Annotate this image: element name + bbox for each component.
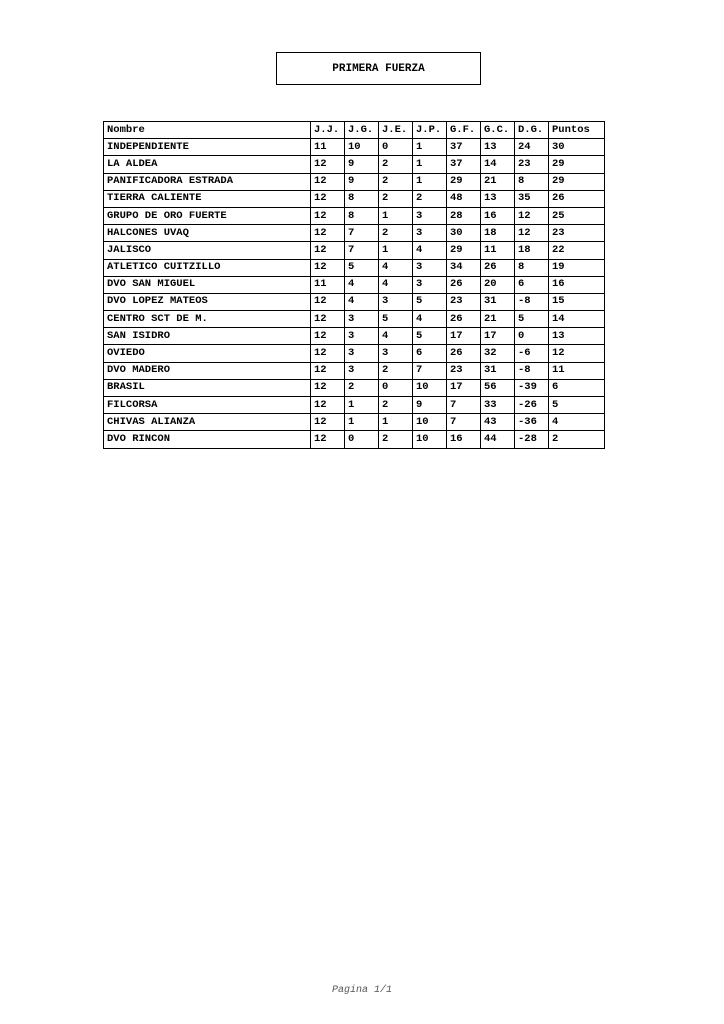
table-row: [104, 276, 605, 293]
cell-gc: 33: [481, 397, 515, 414]
cell-jg: 10: [345, 139, 379, 156]
cell-nombre: ATLETICO CUITZILLO: [104, 259, 311, 276]
cell-gf: 29: [447, 173, 481, 190]
page-title-text: PRIMERA FUERZA: [332, 62, 425, 75]
cell-jj: 12: [311, 190, 345, 207]
cell-dg: 12: [515, 225, 549, 242]
cell-gf: 7: [447, 397, 481, 414]
cell-jp: 7: [413, 362, 447, 379]
cell-jg: 8: [345, 190, 379, 207]
cell-puntos: 4: [549, 414, 605, 431]
table-row: [104, 345, 605, 362]
cell-jp: 10: [413, 431, 447, 448]
cell-puntos: 12: [549, 345, 605, 362]
cell-jp: 4: [413, 311, 447, 328]
cell-jj: 12: [311, 328, 345, 345]
cell-je: 1: [379, 207, 413, 224]
cell-puntos: 16: [549, 276, 605, 293]
table-row: [104, 207, 605, 224]
cell-gc: 14: [481, 156, 515, 173]
cell-gf: 23: [447, 362, 481, 379]
cell-je: 4: [379, 328, 413, 345]
cell-gc: 21: [481, 173, 515, 190]
cell-gc: 31: [481, 362, 515, 379]
table-row: [104, 259, 605, 276]
cell-jp: 9: [413, 397, 447, 414]
cell-gf: 17: [447, 379, 481, 396]
cell-jj: 11: [311, 139, 345, 156]
cell-jj: 11: [311, 276, 345, 293]
cell-jj: 12: [311, 311, 345, 328]
cell-nombre: DVO LOPEZ MATEOS: [104, 293, 311, 310]
cell-je: 2: [379, 431, 413, 448]
cell-dg: -28: [515, 431, 549, 448]
cell-je: 4: [379, 276, 413, 293]
cell-gf: 26: [447, 311, 481, 328]
cell-jp: 3: [413, 276, 447, 293]
cell-gc: 26: [481, 259, 515, 276]
table-row: [104, 173, 605, 190]
cell-dg: 8: [515, 173, 549, 190]
cell-jp: 2: [413, 190, 447, 207]
cell-gc: 56: [481, 379, 515, 396]
cell-jg: 7: [345, 225, 379, 242]
cell-gf: 17: [447, 328, 481, 345]
cell-jj: 12: [311, 207, 345, 224]
cell-jj: 12: [311, 173, 345, 190]
cell-puntos: 22: [549, 242, 605, 259]
cell-puntos: 14: [549, 311, 605, 328]
cell-puntos: 23: [549, 225, 605, 242]
cell-puntos: 26: [549, 190, 605, 207]
cell-puntos: 5: [549, 397, 605, 414]
header-dg: D.G.: [515, 122, 549, 139]
table-row: [104, 414, 605, 431]
cell-puntos: 15: [549, 293, 605, 310]
cell-dg: 6: [515, 276, 549, 293]
cell-jg: 3: [345, 345, 379, 362]
table-row: [104, 190, 605, 207]
cell-gc: 18: [481, 225, 515, 242]
cell-jp: 1: [413, 139, 447, 156]
cell-gf: 28: [447, 207, 481, 224]
cell-jp: 5: [413, 293, 447, 310]
table-row: [104, 139, 605, 156]
cell-nombre: TIERRA CALIENTE: [104, 190, 311, 207]
cell-je: 2: [379, 190, 413, 207]
cell-jj: 12: [311, 345, 345, 362]
cell-puntos: 29: [549, 173, 605, 190]
cell-gc: 11: [481, 242, 515, 259]
cell-jp: 1: [413, 173, 447, 190]
cell-je: 1: [379, 242, 413, 259]
cell-je: 0: [379, 379, 413, 396]
table-row: [104, 293, 605, 310]
cell-jp: 3: [413, 207, 447, 224]
cell-jg: 4: [345, 293, 379, 310]
cell-jp: 3: [413, 259, 447, 276]
cell-jp: 3: [413, 225, 447, 242]
cell-puntos: 2: [549, 431, 605, 448]
page-footer: Pagina 1/1: [331, 985, 392, 996]
table-row: [104, 431, 605, 448]
cell-gf: 34: [447, 259, 481, 276]
header-je: J.E.: [379, 122, 413, 139]
cell-gc: 16: [481, 207, 515, 224]
table-body: [104, 139, 605, 448]
table-header-row: [104, 122, 605, 139]
header-gc: G.C.: [481, 122, 515, 139]
cell-dg: 24: [515, 139, 549, 156]
cell-nombre: FILCORSA: [104, 397, 311, 414]
cell-puntos: 13: [549, 328, 605, 345]
cell-je: 2: [379, 173, 413, 190]
cell-jg: 1: [345, 414, 379, 431]
cell-jg: 9: [345, 173, 379, 190]
cell-dg: 23: [515, 156, 549, 173]
header-puntos: Puntos: [549, 122, 605, 139]
cell-nombre: PANIFICADORA ESTRADA: [104, 173, 311, 190]
cell-gc: 20: [481, 276, 515, 293]
table-row: [104, 311, 605, 328]
cell-je: 5: [379, 311, 413, 328]
cell-jj: 12: [311, 362, 345, 379]
page-title: [276, 52, 481, 85]
cell-dg: -8: [515, 362, 549, 379]
cell-nombre: DVO MADERO: [104, 362, 311, 379]
cell-jg: 5: [345, 259, 379, 276]
table-row: [104, 156, 605, 173]
cell-jg: 7: [345, 242, 379, 259]
cell-gf: 26: [447, 345, 481, 362]
cell-nombre: INDEPENDIENTE: [104, 139, 311, 156]
cell-dg: 12: [515, 207, 549, 224]
cell-jg: 3: [345, 328, 379, 345]
cell-gf: 16: [447, 431, 481, 448]
cell-dg: 18: [515, 242, 549, 259]
cell-jg: 2: [345, 379, 379, 396]
cell-je: 2: [379, 362, 413, 379]
cell-gf: 29: [447, 242, 481, 259]
cell-jg: 8: [345, 207, 379, 224]
table-row: [104, 225, 605, 242]
cell-nombre: OVIEDO: [104, 345, 311, 362]
cell-jg: 9: [345, 156, 379, 173]
cell-jp: 4: [413, 242, 447, 259]
cell-nombre: JALISCO: [104, 242, 311, 259]
header-jj: J.J.: [311, 122, 345, 139]
cell-dg: -39: [515, 379, 549, 396]
cell-dg: 8: [515, 259, 549, 276]
cell-nombre: DVO SAN MIGUEL: [104, 276, 311, 293]
cell-dg: 5: [515, 311, 549, 328]
cell-jj: 12: [311, 379, 345, 396]
cell-jj: 12: [311, 397, 345, 414]
cell-je: 0: [379, 139, 413, 156]
table-row: [104, 379, 605, 396]
cell-nombre: SAN ISIDRO: [104, 328, 311, 345]
header-nombre: Nombre: [104, 122, 311, 139]
cell-je: 2: [379, 156, 413, 173]
cell-gc: 13: [481, 139, 515, 156]
cell-je: 3: [379, 293, 413, 310]
cell-jg: 3: [345, 362, 379, 379]
cell-dg: -6: [515, 345, 549, 362]
cell-je: 2: [379, 225, 413, 242]
cell-jg: 4: [345, 276, 379, 293]
cell-je: 1: [379, 414, 413, 431]
cell-jj: 12: [311, 259, 345, 276]
cell-jp: 1: [413, 156, 447, 173]
cell-jj: 12: [311, 293, 345, 310]
table-row: [104, 242, 605, 259]
header-gf: G.F.: [447, 122, 481, 139]
cell-dg: -36: [515, 414, 549, 431]
cell-jj: 12: [311, 242, 345, 259]
standings-table: [103, 121, 605, 449]
cell-gc: 17: [481, 328, 515, 345]
cell-gf: 37: [447, 139, 481, 156]
cell-jg: 0: [345, 431, 379, 448]
cell-jp: 10: [413, 414, 447, 431]
cell-gc: 31: [481, 293, 515, 310]
cell-gf: 23: [447, 293, 481, 310]
cell-dg: -8: [515, 293, 549, 310]
header-jp: J.P.: [413, 122, 447, 139]
cell-gf: 30: [447, 225, 481, 242]
table-row: [104, 328, 605, 345]
table-row: [104, 362, 605, 379]
cell-gc: 13: [481, 190, 515, 207]
cell-puntos: 30: [549, 139, 605, 156]
cell-puntos: 25: [549, 207, 605, 224]
cell-nombre: CHIVAS ALIANZA: [104, 414, 311, 431]
cell-jg: 1: [345, 397, 379, 414]
cell-jj: 12: [311, 225, 345, 242]
cell-jp: 10: [413, 379, 447, 396]
cell-jj: 12: [311, 156, 345, 173]
cell-dg: 35: [515, 190, 549, 207]
cell-puntos: 29: [549, 156, 605, 173]
cell-nombre: LA ALDEA: [104, 156, 311, 173]
cell-jp: 5: [413, 328, 447, 345]
cell-gf: 26: [447, 276, 481, 293]
cell-nombre: GRUPO DE ORO FUERTE: [104, 207, 311, 224]
cell-nombre: BRASIL: [104, 379, 311, 396]
cell-je: 2: [379, 397, 413, 414]
cell-dg: 0: [515, 328, 549, 345]
cell-gf: 37: [447, 156, 481, 173]
cell-dg: -26: [515, 397, 549, 414]
cell-gc: 32: [481, 345, 515, 362]
cell-jj: 12: [311, 431, 345, 448]
cell-je: 4: [379, 259, 413, 276]
table-row: [104, 397, 605, 414]
cell-jg: 3: [345, 311, 379, 328]
cell-nombre: HALCONES UVAQ: [104, 225, 311, 242]
cell-gc: 44: [481, 431, 515, 448]
cell-gc: 21: [481, 311, 515, 328]
header-jg: J.G.: [345, 122, 379, 139]
cell-gf: 7: [447, 414, 481, 431]
cell-jp: 6: [413, 345, 447, 362]
cell-gf: 48: [447, 190, 481, 207]
cell-jj: 12: [311, 414, 345, 431]
cell-je: 3: [379, 345, 413, 362]
cell-gc: 43: [481, 414, 515, 431]
cell-nombre: CENTRO SCT DE M.: [104, 311, 311, 328]
cell-nombre: DVO RINCON: [104, 431, 311, 448]
cell-puntos: 11: [549, 362, 605, 379]
cell-puntos: 6: [549, 379, 605, 396]
cell-puntos: 19: [549, 259, 605, 276]
